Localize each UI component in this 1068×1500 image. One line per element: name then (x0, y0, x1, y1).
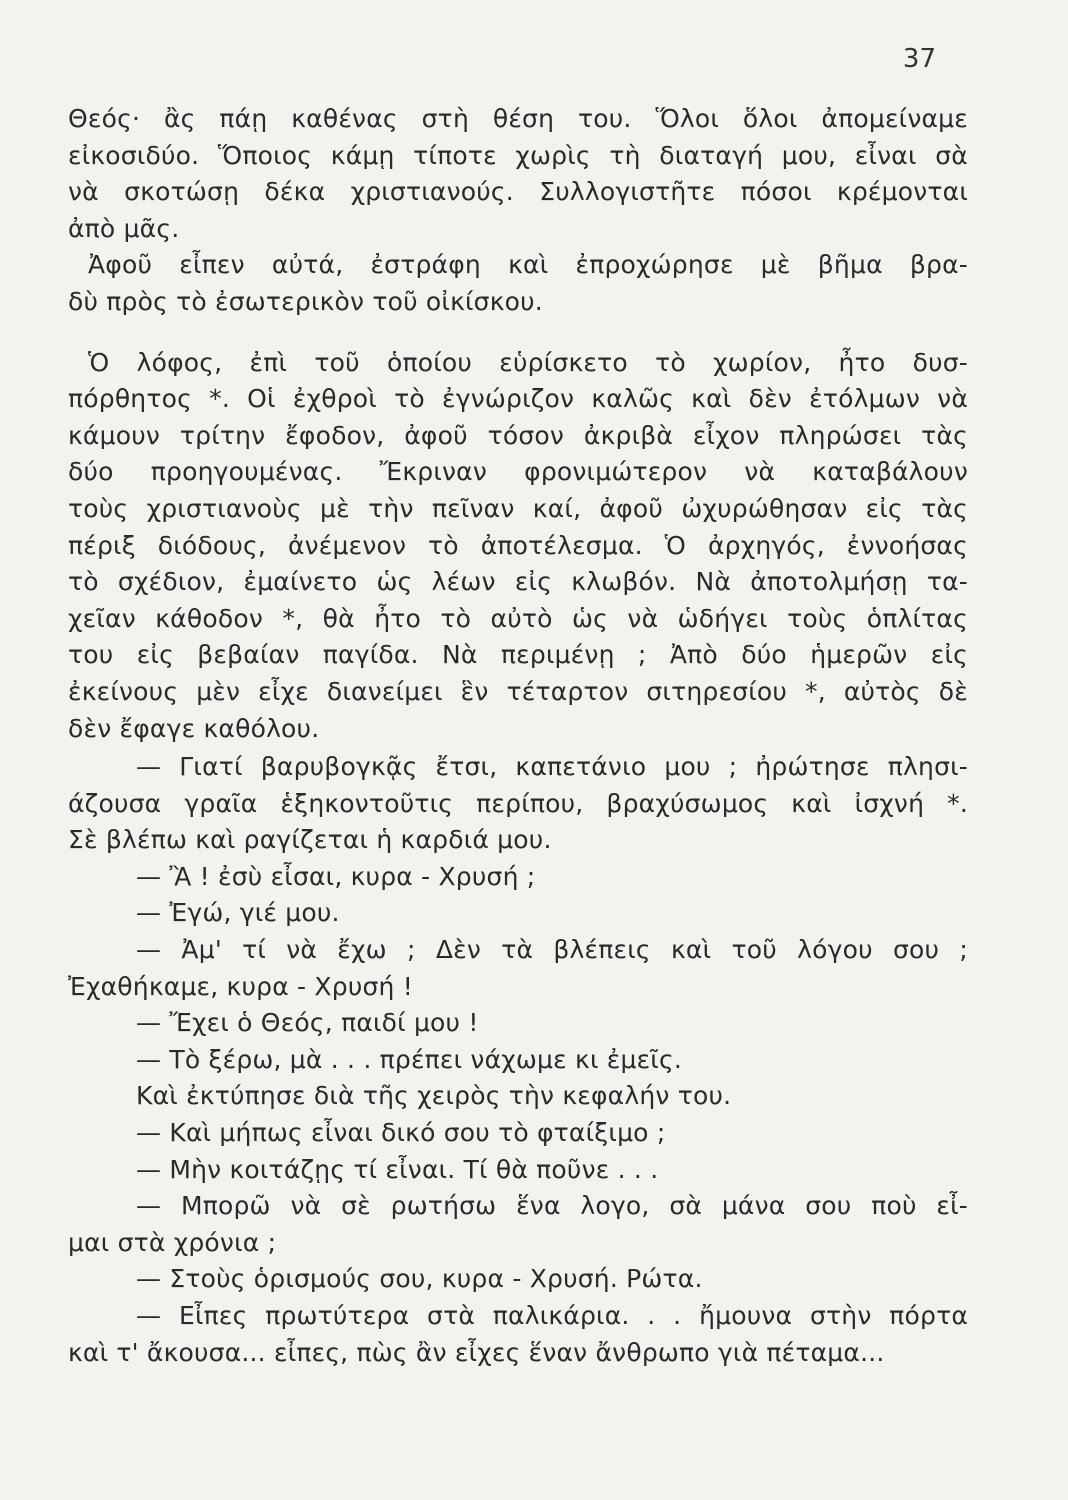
text-line: — Ἂ ! ἐσὺ εἶσαι, κυρα - Χρυσή ; (136, 861, 536, 891)
text-line: άζουσα γραῖα ἑξηκοντοῦτις περίπου, βραχύσωμος καὶ ἰσχνή *. (68, 788, 968, 818)
text-line: Καὶ ἐκτύπησε διὰ τῆς χειρὸς τὴν κεφαλήν του. (136, 1081, 732, 1111)
dialogue (68, 749, 968, 1371)
text-line: του εἰς βεβαίαν παγίδα. Νὰ περιμένῃ ; Ἀπὸ δύο ἡμερῶν εἰς (68, 640, 968, 670)
text-line: ἐκείνους μὲν εἶχε διανείμει ἓν τέταρτον σιτηρεσίου *, αὐτὸς δὲ (68, 676, 968, 706)
text-line: πέριξ διόδους, ἀνέμενον τὸ ἀποτέλεσμα. Ὁ ἀρχηγός, ἐννοήσας (68, 530, 968, 560)
text-line: εἰκοσιδύο. Ὅποιος κάμῃ τίποτε χωρὶς τὴ διαταγή μου, εἶναι σὰ (68, 140, 968, 170)
body-text (68, 101, 968, 1371)
text-line: Θεός· ἂς πάῃ καθένας στὴ θέση του. Ὅλοι ὅλοι ἀπομείναμε (68, 104, 968, 133)
text-line: δύο προηγουμένας. Ἔκριναν φρονιμώτερον νὰ καταβάλουν (68, 457, 968, 487)
paragraph (68, 247, 968, 320)
text-line: — Στοὺς ὁρισμούς σου, κυρα - Χρυσή. Ρώτα. (136, 1264, 703, 1294)
text-line: πόρθητος *. Οἱ ἐχθροὶ τὸ ἐγνώριζον καλῶς καὶ δὲν ἐτόλμων νὰ (68, 384, 968, 414)
text-line: τοὺς χριστιανοὺς μὲ τὴν πεῖναν καί, ἀφοῦ ὠχυρώθησαν εἰς τὰς (68, 493, 968, 523)
text-line: — Μπορῶ νὰ σὲ ρωτήσω ἕνα λογο, σὰ μάνα σου ποὺ εἶ- (136, 1191, 968, 1221)
text-line: χεῖαν κάθοδον *, θὰ ἦτο τὸ αὐτὸ ὡς νὰ ὡδήγει τοὺς ὁπλίτας (68, 603, 968, 633)
text-line: κάμουν τρίτην ἔφοδον, ἀφοῦ τόσον ἀκριβὰ εἶχον πληρώσει τὰς (68, 420, 968, 450)
paragraph (68, 345, 968, 748)
text-line: — Ἔχει ὁ Θεός, παιδί μου ! (136, 1008, 479, 1038)
text-line: τὸ σχέδιον, ἐμαίνετο ὡς λέων εἰς κλωβόν. Νὰ ἀποτολμήσῃ τα- (68, 567, 968, 597)
text-line: δὺ πρὸς τὸ ἐσωτερικὸν τοῦ οἰκίσκου. (68, 286, 543, 316)
page-number: 37 (902, 44, 936, 74)
text-line: — Τὸ ξέρω, μὰ . . . πρέπει νάχωμε κι ἐμεῖς. (136, 1044, 682, 1074)
text-line: ἀπὸ μᾶς. (68, 213, 180, 243)
text-line: μαι στὰ χρόνια ; (68, 1227, 277, 1257)
text-line: Ὁ λόφος, ἐπὶ τοῦ ὁποίου εὑρίσκετο τὸ χωρίον, ἦτο δυσ- (88, 347, 968, 377)
text-line: Σὲ βλέπω καὶ ραγίζεται ἡ καρδιά μου. (68, 825, 552, 855)
text-line: δὲν ἔφαγε καθόλου. (68, 713, 320, 743)
text-line: — Μὴν κοιτάζῃς τί εἶναι. Τί θὰ ποῦνε . . . (136, 1154, 659, 1184)
text-line: καὶ τ' ἄκουσα... εἶπες, πὼς ἂν εἶχες ἕναν ἄνθρωπο γιὰ πέταμα... (68, 1337, 885, 1367)
text-line: Ἐχαθήκαμε, κυρα - Χρυσή ! (68, 971, 413, 1001)
paragraph-spacer (68, 321, 968, 345)
text-line: νὰ σκοτώσῃ δέκα χριστιανούς. Συλλογιστῆτε πόσοι κρέμονται (68, 177, 968, 207)
text-line: — Γιατί βαρυβογκᾷς ἔτσι, καπετάνιο μου ; ἠρώτησε πλησι- (136, 752, 968, 782)
text-line: — Εἶπες πρωτύτερα στὰ παλικάρια. . . ἤμουνα στὴν πόρτα (136, 1301, 968, 1330)
text-line: — Καὶ μήπως εἶναι δικό σου τὸ φταίξιμο ; (136, 1118, 666, 1148)
paragraph (68, 101, 968, 247)
text-line: Ἀφοῦ εἶπεν αὐτά, ἐστράφη καὶ ἐπροχώρησε μὲ βῆμα βρα- (88, 250, 968, 280)
text-line: — Ἀμ' τί νὰ ἔχω ; Δὲν τὰ βλέπεις καὶ τοῦ λόγου σου ; (136, 935, 968, 965)
text-line: — Ἐγώ, γιέ μου. (136, 898, 340, 928)
